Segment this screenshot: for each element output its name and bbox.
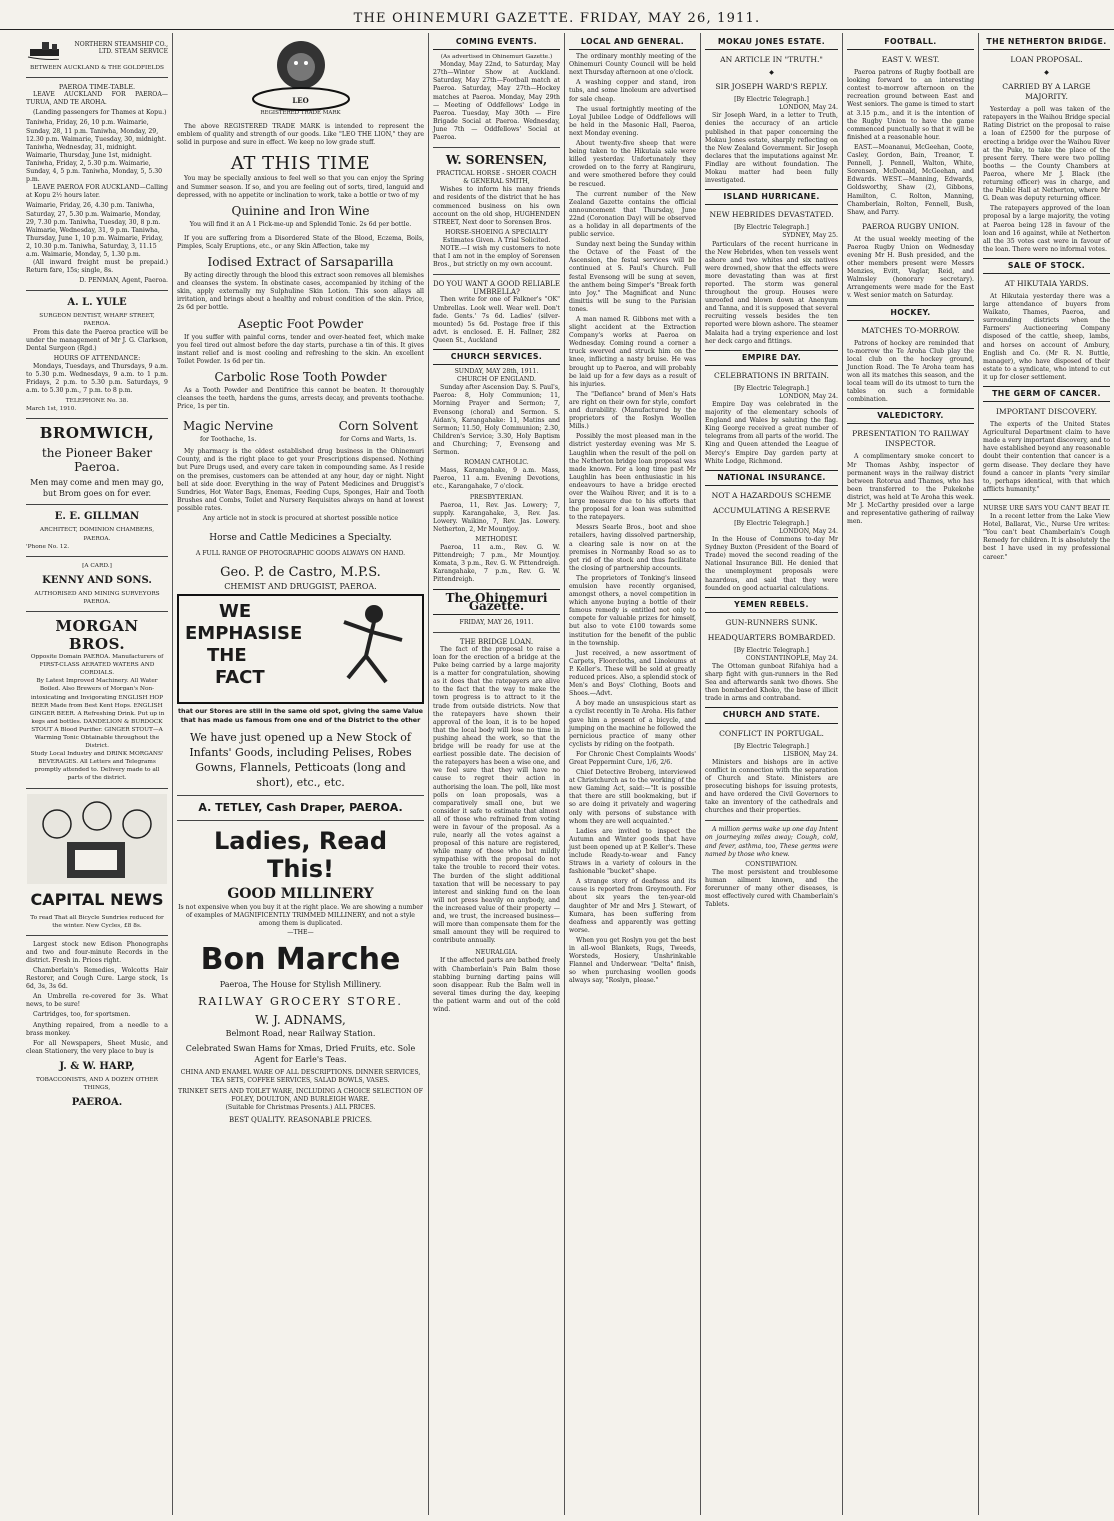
castro-sub: CHEMIST AND DRUGGIST, PAEROA.: [224, 582, 377, 592]
pharmacy-text: My pharmacy is the oldest established drug business in the Ohinemuri County, and is the right place to get your Prescriptions dispensed. Nothing but Pure Drugs used, and every care taken in compounding same. As I reside on the premises, customers can be attended at any hour, day or night. Night bell at side door. Everything in the way of Patent Medicines and Druggist's Sundries, Hot Water Bags, Enemas, Feeding Cups, Sponges, Hair and Tooth Brushes and Combs, Toilet and Nursery Requisites always on hand at lowest possible rates.: [177, 448, 424, 512]
gazette-title: The Ohinemuri Gazette.: [433, 589, 560, 615]
empire-text: Empire Day was celebrated in the majority of the elementary schools of England and Wales by saluting the flag. King George received a great number of telegrams from all parts of the world. The King and Queen attended the League of Mercy's Empire Day garden party at White Lodge, Richmond.: [705, 401, 838, 465]
dateline: SYDNEY, May 25.: [782, 232, 838, 240]
blood-text: If you are suffering from a Disordered State of the Blood, Eczema, Boils, Pimples, Scaly Eruptions, etc., or any Skin Affection, take my: [177, 234, 424, 250]
repaired-text: Anything repaired, from a needle to a brass monkey.: [26, 1021, 168, 1037]
coming-sub: (As advertised in Ohinemuri Gazette.): [440, 54, 553, 61]
card: [A CARD.]: [82, 562, 112, 569]
trinket-text: TRINKET SETS AND TOILET WARE, INCLUDING A CHOICE SELECTION OF FOLEY, DOULTON, AND BURLEIGH WARE.: [178, 1088, 423, 1104]
trade-mark: REGISTERED TRADE MARK: [260, 110, 341, 117]
ladies-read: Ladies, Read This!: [213, 827, 388, 884]
dateline: LISBON, May 24.: [783, 750, 838, 758]
yemen-text: The Ottoman gunboat Rifahiya had a sharp fight with gun-runners in the Red Sea and afterwards sank two dhows. She then bombarded Khoko, the base of illicit trade in arms and contraband.: [705, 662, 838, 703]
carbolic-text: As a Tooth Powder and Dentifrice this cannot be beaten. It thoroughly cleanses the teeth, hardens the gums, arrests decay, and prevents toothache. Price, 1s per tin.: [177, 386, 424, 411]
agent: D. PENMAN, Agent, Paeroa.: [79, 277, 168, 285]
railway-grocery: RAILWAY GROCERY STORE.: [198, 994, 403, 1008]
divider: [705, 820, 838, 821]
roman-catholic: ROMAN CATHOLIC.: [464, 459, 529, 467]
local-paragraph: The "Defiance" brand of Men's Hats are right on their own for style, comfort and durability. (Manufactured by the proprietors of the Roslyn Woollen Mills.): [569, 390, 696, 431]
sorensen-sub: PRACTICAL HORSE - SHOER COACH & GENERAL SMITH,: [436, 170, 557, 186]
yemen-heading: YEMEN REBELS.: [705, 597, 838, 613]
good-millinery: GOOD MILLINERY: [227, 886, 374, 903]
hebrides-subheading: NEW HEBRIDES DEVASTATED.: [709, 210, 834, 220]
pioneer-baker: the Pioneer Baker Paeroa.: [41, 446, 153, 475]
column-cables: [700, 33, 842, 1515]
kenny-sub: AUTHORISED AND MINING SURVEYORS PAEROA.: [34, 590, 160, 605]
local-paragraph: Just received, a new assortment of Carpets, Floorcloths, and Linoleums at P. Keller's. These will be sold at greatly reduced prices. Also, a splendid stock of Men's and Boys' Clothing, Boots and Shoes.—Advt.: [569, 649, 696, 698]
carried-subheading: CARRIED BY A LARGE MAJORITY.: [1002, 82, 1091, 102]
hours-title: HOURS OF ATTENDANCE:: [53, 354, 141, 362]
accum-subheading: ACCUMULATING A RESERVE: [712, 505, 831, 515]
method-text: Paeroa, 11 a.m., Rev. G. W. Pittendreigh; 7 p.m., Mr Mountjoy. Komata, 3 p.m., Rev. G. W. Pittendreigh. Karangahake, 7 p.m., Rev. G. W. Pittendreigh.: [433, 544, 560, 584]
date: March 1st, 1910.: [26, 406, 77, 413]
steamship-header: [26, 35, 168, 61]
local-paragraph: Messrs Searle Bros., boot and shoe retailers, having dissolved partnership, a clearing sale is now on at the premises in Normanby Road so as to get rid of the stock and thus facilitate the closing of partnership accounts.: [569, 524, 696, 572]
tetley: A. TETLEY, Cash Draper, PAEROA.: [198, 801, 403, 815]
hikutaia-subheading: AT HIKUTAIA YARDS.: [1004, 278, 1089, 288]
divider: [433, 147, 560, 148]
local-paragraph: Ladies are invited to inspect the Autumn and Winter goods that have just been opened up at P. Keller's. These include Ready-to-wear and Fancy Straws in a variety of colours in the fashionable "bucket" shape.: [569, 827, 696, 876]
local-paragraph: About twenty-five sheep that were being taken to the Hikutaia sale were killed yesterday. Unfortunately they crowded on to the ferry at Rangiruru, and were smothered before they could be rescued.: [569, 140, 696, 188]
constipation-heading: CONSTIPATION.: [745, 860, 798, 868]
bon-sub: Paeroa, The House for Stylish Millinery.: [219, 979, 382, 989]
landing-note: (Landing passengers for Thames at Kopu.): [33, 109, 167, 117]
empire-heading: EMPIRE DAY.: [705, 350, 838, 366]
by-electric: [By Electric Telegraph.]: [734, 96, 809, 104]
sailings-up: Taniwha, Friday, 26, 10 p.m. Waimarie, Sunday, 28, 11 p.m. Taniwha, Monday, 29, 12.30 p.m. Waimarie, Tuesday, 30, midnight. Taniwha, Wednesday, 31, midnight. Waimarie, Thursday, June 1st, midnight. Taniwha, Friday, 2, 5.30 p.m. Waimarie, Sunday, 4, 5 p.m. Taniwha, Monday, 5, 5.30 p.m.: [26, 119, 167, 184]
local-paragraph: Possibly the most pleased man in the district yesterday evening was Mr S. Laughlin when the result of the poll on the Netherton bridge loan proposal was made known. For a long time past Mr Laughlin has been enthusiastic in his endeavours to have a bridge erected over the Waihou River, and it is to a large measure due to his efforts that the proposal for a loan was submitted to the ratepayers.: [569, 433, 696, 522]
men-may: Men may come and men may go, but Brom goes on for ever.: [30, 478, 164, 499]
divider: [177, 820, 424, 821]
umbrella-heading: DO YOU WANT A GOOD RELIABLE UMBRELLA?: [433, 280, 560, 297]
cartridges-text: Cartridges, too, for sportsmen.: [33, 1011, 131, 1019]
corn: Corn Solvent: [338, 419, 418, 434]
by-electric: [By Electric Telegraph.]: [734, 519, 809, 527]
sorensen-text: Wishes to inform his many friends and residents of the district that he has commenced business on his own account on the old shop, HUGHENDEN STREET, Next door to Sorensen Bros.: [433, 186, 560, 226]
harp: J. & W. HARP,: [59, 1060, 135, 1072]
hours-text: Mondays, Tuesdays, and Thursdays, 9 a.m. to 5.30 p.m. Wednesdays, 9 a.m. to 1 p.m. Fridays, 2 p.m. to 5.30 p.m. Saturdays, 9 a.m. to 5.30 p.m., 7 p.m. to 8 p.m.: [26, 362, 168, 395]
coming-events-heading: COMING EVENTS.: [433, 35, 560, 50]
loan-subheading: LOAN PROPOSAL.: [1010, 55, 1083, 65]
local-paragraph: A strange story of deafness and its cause is reported from Greymouth. For about six years the ten-year-old daughter of Mr and Mrs J. Stewart, of Kumara, has been suffering from deafness and apparently was getting worse.: [569, 878, 696, 934]
column-local-general: [564, 33, 700, 1515]
events-list: Monday, May 22nd, to Saturday, May 27th—Winter Show at Auckland. Saturday, May 27th—Football match at Paeroa. Saturday, May 27th—Hockey matches at Paeroa. Monday, May 29th — Meeting of Oddfellows' Lodge in Paeroa. Tuesday, May 30th — Fire Brigade Social at Paeroa. Wednesday, June 7th — Oddfellows' Social at Paeroa.: [433, 61, 560, 142]
local-paragraph: A boy made an unsuspicious start as a cyclist recently in Te Aroha. His father gave him a present of a bicycle, and jumping on the machine he followed the pernicious practice of many other cyclists by riding on the footpath.: [569, 700, 696, 748]
the-label: —THE—: [287, 928, 314, 936]
valedictory-text: A complimentary smoke concert to Mr Thomas Ashby, inspector of permanent ways in the railway district between Rotorua and Thames, who has been transferred to the Pukekohe district, was held at Te Aroha this week. Mr J. McCarthy presided over a large and representative gathering of railway men.: [847, 453, 974, 526]
church-state-heading: CHURCH AND STATE.: [705, 707, 838, 723]
umbrella-text: An Umbrella re-covered for 3s. What news, to be sure!: [26, 993, 168, 1009]
man-figure-icon: [314, 600, 414, 700]
umbrella-text: Then write for one of Falkner's "OK" Umbrellas. Look well. Wear well. Don't fade. Gents.' 7s 6d. Ladies' (silver-mounted) 5s 6d. Postage free if this advt. is enclosed. E. H. Fallner, 282 Queen St., Auckland: [433, 296, 560, 344]
neuralgia-heading: NEURALGIA.: [475, 949, 518, 957]
cartoon-word: THE: [207, 645, 247, 667]
column-chemist-ads: [172, 33, 428, 1515]
island-heading: ISLAND HURRICANE.: [705, 189, 838, 205]
sorensen-note: NOTE.—I wish my customers to note that I am not in the employ of Sorensen Bros., but strictly on my own account.: [433, 244, 560, 269]
masthead: THE OHINEMURI GAZETTE. FRIDAY, MAY 26, 1911.: [0, 0, 1114, 30]
at-this-time: AT THIS TIME: [230, 153, 371, 175]
netherton-text2: The ratepayers approved of the loan proposal by a large majority, the voting at Paeroa being 128 in favour of the loan and 16 against, while at Netherton all the 35 votes cast were in favour of the loan. There were no informal votes.: [983, 205, 1110, 253]
leave-auckland: LEAVE AUCKLAND FOR PAEROA—TURUA, AND TE AROHA.: [26, 91, 168, 107]
freight-note: (All inward freight must be prepaid.) Return fare, 15s; single, 8s.: [26, 259, 168, 275]
cartoon-word: EMPHASISE: [185, 623, 303, 645]
capital-text: To read That all Bicycle Sundries reduced for the winter. New Cycles, £8 8s.: [30, 914, 164, 929]
roman-text: Mass, Karangahake, 9 a.m. Mass, Paeroa, 11 a.m. Evening Devotions, etc., Karangahake, 7 o'clock.: [433, 467, 560, 491]
hockey-heading: HOCKEY.: [847, 305, 974, 321]
edison-text: Largest stock new Edison Phonographs and two and four-minute Records in the district. Fresh in. Prices right.: [26, 940, 168, 964]
presbyterian: PRESBYTERIAN.: [469, 493, 524, 501]
divider: [26, 290, 168, 291]
ward-text: Sir Joseph Ward, in a letter to Truth, denies the accuracy of an article published in that paper concerning the Mokau Jones estate, sharply reflecting on the New Zealand Government. Sir Joseph declares that the imputations against Mr. Findlay are without foundation. The Mokau matter had been fully investigated.: [705, 112, 838, 185]
harp-sub: TOBACCONISTS, AND A DOZEN OTHER THINGS,: [36, 1076, 158, 1092]
divider-star: ◆: [1044, 69, 1049, 77]
netherton-heading: THE NETHERTON BRIDGE.: [983, 35, 1110, 50]
divider: [26, 935, 168, 936]
castro: Geo. P. de Castro, M.P.S.: [220, 565, 381, 581]
divider: [433, 274, 560, 275]
capital-news: CAPITAL NEWS: [30, 889, 164, 909]
church-date: SUNDAY, MAY 28th, 1911.: [454, 368, 539, 376]
by-electric: [By Electric Telegraph.]: [734, 384, 809, 392]
adnams: W. J. ADNAMS,: [255, 1012, 346, 1027]
sale-heading: SALE OF STOCK.: [983, 258, 1110, 274]
netherton-text: Yesterday a poll was taken of the ratepayers in the Waihou Bridge special Rating District on the proposal to raise a loan of £2500 for the purpose of erecting a bridge over the Waihou River at the Puke, to take the place of the present ferry. There were two polling booths — the County Chambers at Paeroa, where Mr J. Black (the returning officer) was in charge, and the Public Hall at Netherton, where Mr G. Dean was deputy returning officer.: [983, 106, 1110, 203]
gazette-date: FRIDAY, MAY 26, 1911.: [459, 618, 534, 626]
methodist: METHODIST.: [475, 535, 518, 543]
photo-goods: A FULL RANGE OF PHOTOGRAPHIC GOODS ALWAYS ON HAND.: [195, 550, 406, 558]
local-paragraph: Chief Detective Broberg, interviewed at Christchurch as to the working of the new Gaming Act, said:—"It is possible that there are still bookmaking, but if so are doing it privately and wagering only with persons of substance with whom they are well acquainted.": [569, 769, 696, 825]
adnams-sub: Belmont Road, near Railway Station.: [225, 1028, 376, 1038]
sale-text: At Hikutaia yesterday there was a large attendance of buyers from Waikato, Thames, Paeroa, and surrounding districts when the Farmers' Auctioneering Company disposed of the cattle, sheep, lambs, and horses on account of Ambury, English and Co. (Mr R. N. Buttle, manager), who have disposed of their estate to a syndicate, who intend to cut it up for closer settlement.: [983, 292, 1110, 381]
quinine: Quinine and Iron Wine: [231, 203, 370, 218]
sailings-down: Waimarie, Friday, 26, 4.30 p.m. Taniwha, Saturday, 27, 5.30 p.m. Waimarie, Monday, 29, 7.30 p.m. Taniwha, Tuesday, 30, 8 p.m. Waimarie, Wednesday, 31, 9 p.m. Taniwha, Thursday, June 1, 10 p.m. Waimarie, Friday, 2, 10.30 p.m. Taniwha, Saturday, 3, 11.15 a.m. Waimarie, Monday, 5, 1.30 p.m.: [26, 202, 164, 258]
cartoon-word: WE: [219, 601, 252, 623]
national-heading: NATIONAL INSURANCE.: [705, 470, 838, 486]
harp-place: PAEROA.: [71, 1097, 123, 1109]
telephone: TELEPHONE No. 38.: [65, 398, 129, 405]
aseptic-text: If you suffer with painful corns, tender and over-heated feet, which make you feel tired out almost before the day starts, purchase a tin of this. It gives instant relief and is most cooling and refreshing to the skin. An excellent Toilet Powder. 1s 6d per tin.: [177, 333, 424, 365]
local-paragraph: The ordinary monthly meeting of the Ohinemuri County Council will be held next Thursday afternoon at one o'clock.: [569, 53, 696, 77]
neuralgia-text: If the affected parts are bathed freely with Chamberlain's Pain Balm those stabbing burning darting pains will soon disappear. Rub the Balm well in several times during the day, keeping the patient warm and out of the cold wind.: [433, 957, 560, 1014]
route: BETWEEN AUCKLAND & THE GOLDFIELDS: [29, 65, 165, 71]
quinine-text: You will find it an A 1 Pick-me-up and Splendid Tonic. 2s 6d per bottle.: [189, 220, 412, 228]
bon-marche: Bon Marche: [200, 941, 401, 977]
divider: [26, 418, 168, 419]
christmas-text: (Suitable for Christmas Presents.) ALL PRICES.: [225, 1104, 376, 1112]
portugal-text: Ministers and bishops are in active conflict in connection with the separation of Church and State. Ministers are prosecuting bishops for issuing protests, and have ordered the Civil Governors to take an inventory of the cathedrals and churches and their properties.: [705, 758, 838, 815]
local-paragraph: The current number of the New Zealand Gazette contains the official announcement that Thursday, June 22nd (Coronation Day) will be observed as a holiday in all departments of the public service.: [569, 190, 696, 239]
cancer-heading: THE GERM OF CANCER.: [983, 386, 1110, 402]
teams-text: EAST.—Moananui, McGeehan, Coote, Casley, Gordon, Bain, Treanor, T. Pennell, J. Pennell, Walton, White, Sorensen, McDonald, McGeehan, and Edwards. WEST.—Manning, Edwards, Goldsworthy, Shaw (2), Gibbons, Hamilton, C. Rolton, Manning, Chamberlain, Rolton, Fennell, Bush, Shaw, and Parry.: [847, 143, 974, 216]
celebrations-subheading: CELEBRATIONS IN BRITAIN.: [714, 370, 829, 380]
china-text: CHINA AND ENAMEL WARE OF ALL DESCRIPTIONS. DINNER SERVICES, TEA SETS, COFFEE SERVICES, SALAD BOWLS, VASES.: [180, 1068, 421, 1084]
dateline: CONSTANTINOPLE, May 24.: [745, 654, 838, 662]
nervine-corn-row: [183, 415, 418, 444]
timetable-title: PAEROA TIME-TABLE.: [58, 83, 136, 92]
discovery-subheading: IMPORTANT DISCOVERY.: [995, 407, 1098, 417]
local-paragraph: When you get Roslyn you get the best in all-wool Blankets, Rugs, Tweeds, Worsteds, Hosiery, Unshrinkable Flannel and Underwear. "Delta" finish, so when purchasing woollen goods always say, "Roslyn, please.": [569, 936, 696, 985]
gillman-sub: ARCHITECT, DOMINION CHAMBERS, PAEROA.: [39, 527, 155, 542]
divider: [26, 556, 168, 557]
column-advertisements-left: [22, 33, 172, 1515]
leave-paeroa: LEAVE PAEROA FOR AUCKLAND—Calling at Kopu 2½ hours later.: [26, 184, 168, 200]
divider: [26, 504, 168, 505]
local-paragraph: Sunday next being the Sunday within the Octave of the Feast of the Ascension, the festal services will be continued at S. Paul's Church. Full festal Evensong will be sung at seven, the anthem being Simper's "Break forth into Joy." The Magnificat and Nunc dimittis will be sung to the Parisian tones.: [569, 241, 696, 313]
steamship-name: NORTHERN STEAMSHIP CO., LTD. STEAM SERVICE: [74, 41, 168, 55]
dateline: LONDON, May 24.: [779, 527, 838, 535]
local-paragraph: A washing copper and stand, iron tubs, and some linoleum are advertised for sale cheap.: [569, 79, 696, 103]
dateline: LONDON, May 24.: [779, 392, 838, 400]
football-heading: FOOTBALL.: [847, 35, 974, 50]
divider: [26, 611, 168, 612]
iodised: Iodised Extract of Sarsaparilla: [207, 255, 394, 270]
carbolic: Carbolic Rose Tooth Powder: [214, 369, 387, 384]
steamship-icon: [26, 35, 59, 61]
rugby-text: At the usual weekly meeting of the Paeroa Rugby Union on Wednesday evening Mr H. Bush presided, and the other members present were Messrs Menzies, Evitt, Vaglar, Reid, and Walmsley (honorary secretary). Arrangements were made for the East v. West senior match on Saturday.: [847, 235, 974, 300]
morgan-text: By Latest Improved Machinery. All Water Boiled. Also Brewers of Morgan's Non-intoxicating and Invigorating ENGLISH HOP BEER Made from Best Kent Hops. ENGLISH GINGER BEER. A Refreshing Drink. Put up in kegs and bottles. DANDELION & BURDOCK STOUT A Blood Purifier. GINGER STOUT—A Warming Tonic Obtainable throughout the District.: [29, 678, 165, 750]
divider: [26, 788, 168, 789]
divider: [433, 632, 560, 633]
not-hazard-subheading: NOT A HAZARDOUS SCHEME: [711, 490, 832, 500]
divider: [983, 499, 1110, 500]
rugby-subheading: PAEROA RUGBY UNION.: [861, 221, 960, 231]
column-sport: [842, 33, 978, 1515]
germs-verse: A million germs wake up one day Intent on journeying miles away; Cough, cold, and fever, asthma, too, These germs were named by those who knew.: [705, 826, 838, 858]
gillman-phone: 'Phone No. 12.: [26, 543, 70, 550]
yule-text: From this date the Paeroa practice will be under the management of Mr J. G. Clarkson, Dental Surgeon (Rgd.): [26, 328, 168, 352]
morgan-text2: Study Local Industry and DRINK MORGANS' BEVERAGES. All Letters and Telegrams promptly attended to. Delivery made to all parts of the district.: [30, 751, 164, 782]
divider-star: ◆: [769, 69, 774, 77]
emphasise-cartoon: [177, 594, 424, 704]
constipation-text: The most persistent and troublesome human ailment known, and the forerunner of many other diseases, is most effectively cured with Chamberlain's Tablets.: [705, 868, 838, 909]
national-text: In the House of Commons to-day Mr Sydney Buxton (President of the Board of Trade) moved the second reading of the National Insurance Bill. He denied that the unemployment proposals were hazardous, and said that they were founded on good actuarial calculations.: [705, 536, 838, 592]
new-stock: We have just opened up a New Stock of Infants' Goods, including Pelises, Robes Gowns, Flannels, Petticoats (long and short), etc., etc.: [189, 731, 412, 790]
yule-title: SURGEON DENTIST, WHARF STREET, PAEROA.: [39, 313, 155, 328]
newsboys-illustration-icon: [27, 794, 167, 884]
morgan-sub: Opposite Domain PAEROA. Manufacturers of FIRST-CLASS AERATED WATERS AND CORDIALS.: [30, 654, 164, 677]
church-england: CHURCH OF ENGLAND.: [456, 376, 536, 384]
matches-subheading: MATCHES TO-MORROW.: [861, 325, 960, 335]
swan-hams: Celebrated Swan Hams for Xmas, Dried Fruits, etc. Sole Agent for Earle's Teas.: [185, 1043, 416, 1064]
newspapers-text: For all Newspapers, Sheet Music, and clean Stationery, the very place to buy is: [26, 1039, 168, 1055]
presby-text: Paeroa, 11, Rev. Jas. Lowery; 7, supply. Karangahake, 3, Rev. Jas. Lowery. Waikino, 7, Rev. Jas. Lowery. Netherton, 2, Mr Mountjoy.: [433, 501, 560, 533]
divider: [26, 77, 168, 78]
bromwich: BROMWICH,: [39, 424, 155, 443]
leo-label: LEO: [292, 96, 309, 105]
column-events: [428, 33, 564, 1515]
island-text: Particulars of the recent hurricane in the New Hebrides, when ten vessels went ashore and two whites and six natives were drowned, show that the effects were more devastating than was at first reported. The storm was general throughout the group. Houses were unroofed and blown down at Anenyum and Tanna, and it is supposed that several recruiting vessels besides the ten reported were blown ashore. The steamer Malaita had a trying experience and lost her deck cargo and fittings.: [705, 240, 838, 345]
column-netherton: [978, 33, 1114, 1515]
gun-subheading: GUN-RUNNERS SUNK.: [725, 617, 818, 627]
bridge-loan-heading: THE BRIDGE LOAN.: [459, 637, 534, 646]
chamberlain-text: Chamberlain's Remedies, Wolcotts Hair Restorer, and Cough Cure. Large stock, 1s 6d, 3s, 3s 6d.: [26, 967, 168, 991]
at-text: You may be specially anxious to feel well so that you can enjoy the Spring and Summer season. If so, and you are feeling out of sorts, tired, languid and depressed, with no appetite or inclination to work, take a bottle or two of my: [177, 175, 424, 199]
horse-medicines: Horse and Cattle Medicines a Specialty.: [209, 533, 392, 544]
cancer-text: The experts of the United States Agricultural Department claim to have made a very important discovery, and to have established beyond any reasonable doubt their contention that cancer is a germ disease. They declare they have found a cancer in plants "very similar to, perhaps identical, with that which afflicts humanity.": [983, 421, 1110, 493]
nervine-sub: for Toothache, 1s.: [199, 436, 257, 444]
hq-subheading: HEADQUARTERS BOMBARDED.: [707, 632, 836, 642]
best-quality: BEST QUALITY. REASONABLE PRICES.: [229, 1116, 372, 1125]
nurse-heading: NURSE URE SAYS YOU CAN'T BEAT IT.: [983, 504, 1110, 512]
portugal-subheading: CONFLICT IN PORTUGAL.: [719, 728, 824, 738]
aseptic: Aseptic Foot Powder: [237, 316, 364, 331]
ward-subheading: SIR JOSEPH WARD'S REPLY.: [715, 82, 828, 92]
divider: [177, 795, 424, 796]
procure: Any article not in stock is procured at shortest possible notice: [202, 515, 399, 522]
valedictory-heading: VALEDICTORY.: [847, 408, 974, 424]
church-text: Sunday after Ascension Day. S. Paul's, Paeroa: 8, Holy Communion; 11, Morning Prayer and Sermon; 7, Evensong (choral) and Sermon. S. Aidan's, Karangahake: 11, Matins and Sermon; 11.50, Holy Communion; 2.30, Children's Service; 3.30, Holy Baptism and Churching; 7, Evensong and Sermon.: [433, 384, 560, 457]
church-heading: CHURCH SERVICES.: [433, 349, 560, 365]
iodised-text: By acting directly through the blood this extract soon removes all blemishes and cleanses the system. In obstinate cases, accompanied by itching of the skin, apply externally my Sulphuline Skin Lotion. This soon allays all irritation, and brings about a healthy and robust condition of the skin. Price, 2s 6d per bottle.: [177, 272, 424, 312]
intro: The above REGISTERED TRADE MARK is intended to represent the emblem of quality and strength of our goods. Like "LEO THE LION," they are solid in purpose and sure in effect. We keep no low grade stuff.: [177, 123, 424, 147]
nervine: Magic Nervine: [183, 419, 274, 434]
millinery-text: Is not expensive when you buy it at the right place. We are showing a number of examples of MAGNIFICENTLY TRIMMED MILLINERY, and not a style among them is duplicated.: [178, 904, 423, 928]
east-west-subheading: EAST V. WEST.: [881, 55, 940, 65]
local-paragraph: A man named R. Gibbons met with a slight accident at the Extraction Company's works at Paeroa on Wednesday. Coming round a corner a truck swerved and struck him on the knee, inflicting a nasty bruise. He was brought up to Paeroa, and will probably be laid up for a few days as a result of his injuries.: [569, 316, 696, 388]
local-paragraph: The usual fortnightly meeting of the Loyal Jubilee Lodge of Oddfellows will be held in the Masonic Hall, Paeroa, next Monday evening.: [569, 105, 696, 137]
cartoon-text: that our Stores are still in the same old spot, giving the same Value that has made us famous from one end of the District to the other: [177, 707, 424, 724]
local-paragraph: The proprietors of Tonking's linseed emulsion have recently organised, amongst others, a novel competition in which anyone buying a bottle of their famous remedy is entitled not only to compete for valuable prizes for himself, but also to vote £100 towards some institution for the benefit of the public in the township.: [569, 574, 696, 647]
corn-sub: for Corns and Warts, 1s.: [340, 436, 417, 444]
by-electric: [By Electric Telegraph.]: [734, 742, 809, 750]
horse-shoeing: HORSE-SHOEING A SPECIALTY Estimates Given. A Trial Solicited.: [442, 228, 551, 244]
presentation-subheading: PRESENTATION TO RAILWAY INSPECTOR.: [852, 429, 969, 449]
yule-name: A. L. YULE: [67, 297, 127, 309]
mokau-heading: MOKAU JONES ESTATE.: [705, 35, 838, 50]
kenny: KENNY AND SONS.: [42, 574, 152, 586]
dateline: LONDON, May 24.: [779, 104, 838, 112]
gillman: E. E. GILLMAN: [54, 511, 140, 523]
local-paragraph: For Chronic Chest Complaints Woods' Great Peppermint Cure, 1/6, 2/6.: [569, 750, 696, 766]
nurse-text: In a recent letter from the Lake View Hotel, Ballarat, Vic., Nurse Ure writes: "You can't beat Chamberlain's Cough Remedy for children. It is absolutely the best I have used in my professional career.": [983, 513, 1110, 561]
morgan: MORGAN BROS.: [55, 617, 139, 654]
bridge-loan-text: The fact of the proposal to raise a loan for the erection of a bridge at the Puke being carried by a large majority is a matter for congratulation, showing as it does that the ratepayers are alive to the fact that the way to make the town progress is to attract to it the trade from outside districts. Now that the ratepayers have shown their approval of the loan, it is to be hoped that the local body will lose no time in pushing ahead the work, so that the bridge will be ready for use at the earliest possible date. The decision of the ratepayers has been a wise one, and we feel sure that they will have no cause to regret their action in authorising the loan. The poll, like most polls on loan proposals, was a comparatively small one, but we consider it safe to estimate that almost all of those who refrained from voting were in favour of the proposal. As a rule, nearly all the votes against a proposal of this nature are registered, while many of those who but mildly sympathise with the proposal do not take the trouble to record their votes. The burden of the slight additional taxation that will be necessary to pay interest and sinking fund on the loan will not press heavily on anybody, and the increased value of their property —and, we trust, the increased business—will more than compensate them for the small amount they will be required to contribute annually.: [433, 645, 560, 945]
hockey-text: Patrons of hockey are reminded that to-morrow the Te Aroha Club play the local club on the hockey ground, Junction Road. The Te Aroha team has won all its matches this season, and the local team will do its utmost to turn the tables on such a formidable combination.: [847, 339, 974, 404]
cartoon-word: FACT: [215, 667, 265, 689]
by-electric: [By Electric Telegraph.]: [734, 224, 809, 232]
truth-subheading: AN ARTICLE IN "TRUTH.": [720, 55, 823, 65]
by-electric: [By Electric Telegraph.]: [734, 646, 809, 654]
local-general-heading: LOCAL AND GENERAL.: [569, 35, 696, 50]
football-text: Paeroa patrons of Rugby football are looking forward to an interesting contest to-morrow afternoon on the recreation ground between East and West seniors. The game is timed to start at 3.15 p.m., and it is the intention of the Rugby Union to have the game commenced punctually so that it will be finished at a reasonable hour.: [847, 69, 974, 141]
sorensen: W. SORENSEN,: [445, 153, 548, 168]
